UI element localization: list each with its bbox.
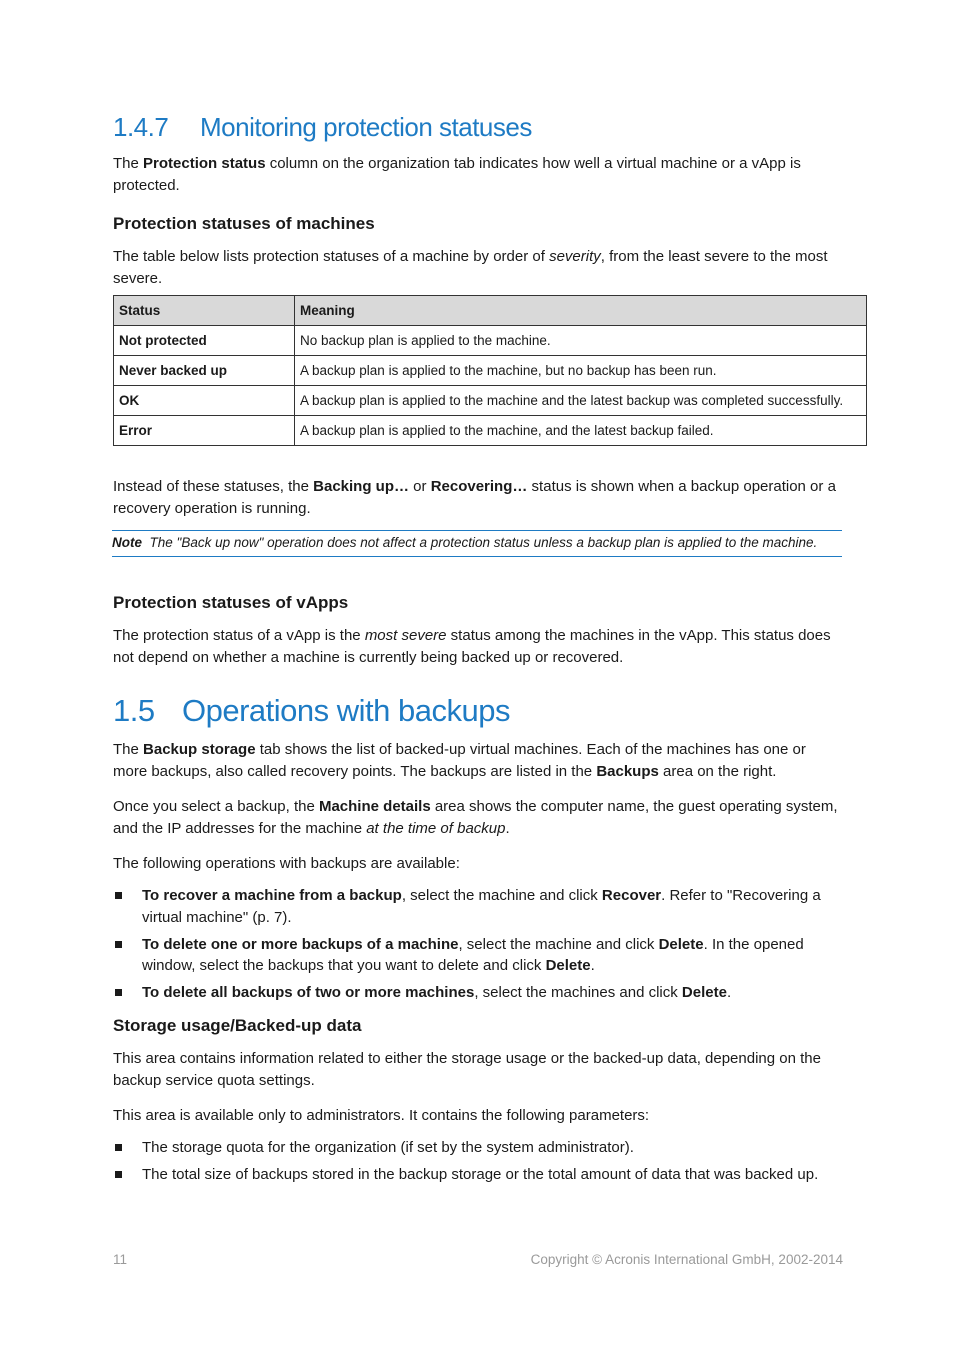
- column-header-status: Status: [114, 296, 295, 326]
- operations-intro: The following operations with backups are available:: [113, 855, 460, 872]
- section-number: 1.5: [113, 693, 155, 728]
- table-row: [114, 416, 867, 446]
- status-cell: Error: [114, 416, 295, 446]
- in-progress-statuses-text: Instead of these statuses, the Backing up… or Recovering… status is shown when a backup operation or a recovery operation is running.: [113, 478, 836, 517]
- status-cell: Not protected: [114, 326, 295, 356]
- status-cell: OK: [114, 386, 295, 416]
- table-row: [114, 386, 867, 416]
- section-number: 1.4.7: [113, 112, 169, 142]
- machine-details-text: Once you select a backup, the Machine details area shows the computer name, the guest operating system, and the IP addresses for the machine at the time of backup.: [113, 798, 838, 837]
- machine-status-table: [113, 295, 867, 446]
- section-title: Monitoring protection statuses: [200, 112, 532, 142]
- storage-text-1: This area contains information related to either the storage usage or the backed-up data, depending on the backup service quota settings.: [113, 1050, 821, 1089]
- copyright-notice: Copyright © Acronis International GmbH, 2002-2014: [530, 1252, 843, 1267]
- column-header-meaning: Meaning: [295, 296, 867, 326]
- table-row: [114, 356, 867, 386]
- note-label: Note: [112, 535, 142, 550]
- list-item: To delete all backups of two or more machines, select the machines and click Delete.: [113, 982, 843, 1004]
- list-item: To recover a machine from a backup, select the machine and click Recover. Refer to "Recovering a virtual machine" (p. 7).: [113, 885, 843, 928]
- section-heading-1-4-7: [113, 112, 532, 143]
- table-header-row: [114, 296, 867, 326]
- machines-heading: Protection statuses of machines: [113, 214, 375, 233]
- vapps-heading: Protection statuses of vApps: [113, 593, 349, 612]
- storage-heading: Storage usage/Backed-up data: [113, 1016, 362, 1035]
- list-item: To delete one or more backups of a machine, select the machine and click Delete. In the opened window, select the backups that you want to delete and click Delete.: [113, 934, 843, 977]
- section-title: Operations with backups: [182, 693, 510, 728]
- operations-list: [113, 885, 843, 1009]
- backup-storage-text: The Backup storage tab shows the list of backed-up virtual machines. Each of the machines has one or more backups, also called recovery points. The backups are listed in the Backups area on the right.: [113, 741, 806, 780]
- meaning-cell: A backup plan is applied to the machine, but no backup has been run.: [295, 356, 867, 386]
- meaning-cell: A backup plan is applied to the machine, and the latest backup failed.: [295, 416, 867, 446]
- meaning-cell: No backup plan is applied to the machine.: [295, 326, 867, 356]
- machines-intro: The table below lists protection statuses of a machine by order of severity, from the least severe to the most severe.: [113, 248, 828, 287]
- note-box: [112, 530, 842, 557]
- meaning-cell: A backup plan is applied to the machine and the latest backup was completed successfully.: [295, 386, 867, 416]
- bullet-icon: [115, 1144, 122, 1151]
- status-cell: Never backed up: [114, 356, 295, 386]
- table-row: [114, 326, 867, 356]
- bullet-icon: [115, 1171, 122, 1178]
- protection-status-intro: The Protection status column on the organization tab indicates how well a virtual machine or a vApp is protected.: [113, 155, 801, 194]
- list-item: The total size of backups stored in the backup storage or the total amount of data that was backed up.: [113, 1164, 843, 1186]
- parameters-list: [113, 1137, 843, 1191]
- bullet-icon: [115, 941, 122, 948]
- section-heading-1-5: [113, 693, 510, 729]
- bullet-icon: [115, 989, 122, 996]
- vapps-text: The protection status of a vApp is the most severe status among the machines in the vApp. This status does not depend on whether a machine is currently being backed up or recovered.: [113, 627, 831, 666]
- bullet-icon: [115, 892, 122, 899]
- note-text: The "Back up now" operation does not affect a protection status unless a backup plan is applied to the machine.: [149, 535, 818, 550]
- storage-text-2: This area is available only to administrators. It contains the following parameters:: [113, 1107, 650, 1124]
- page-number: 11: [113, 1252, 128, 1267]
- list-item: The storage quota for the organization (if set by the system administrator).: [113, 1137, 843, 1159]
